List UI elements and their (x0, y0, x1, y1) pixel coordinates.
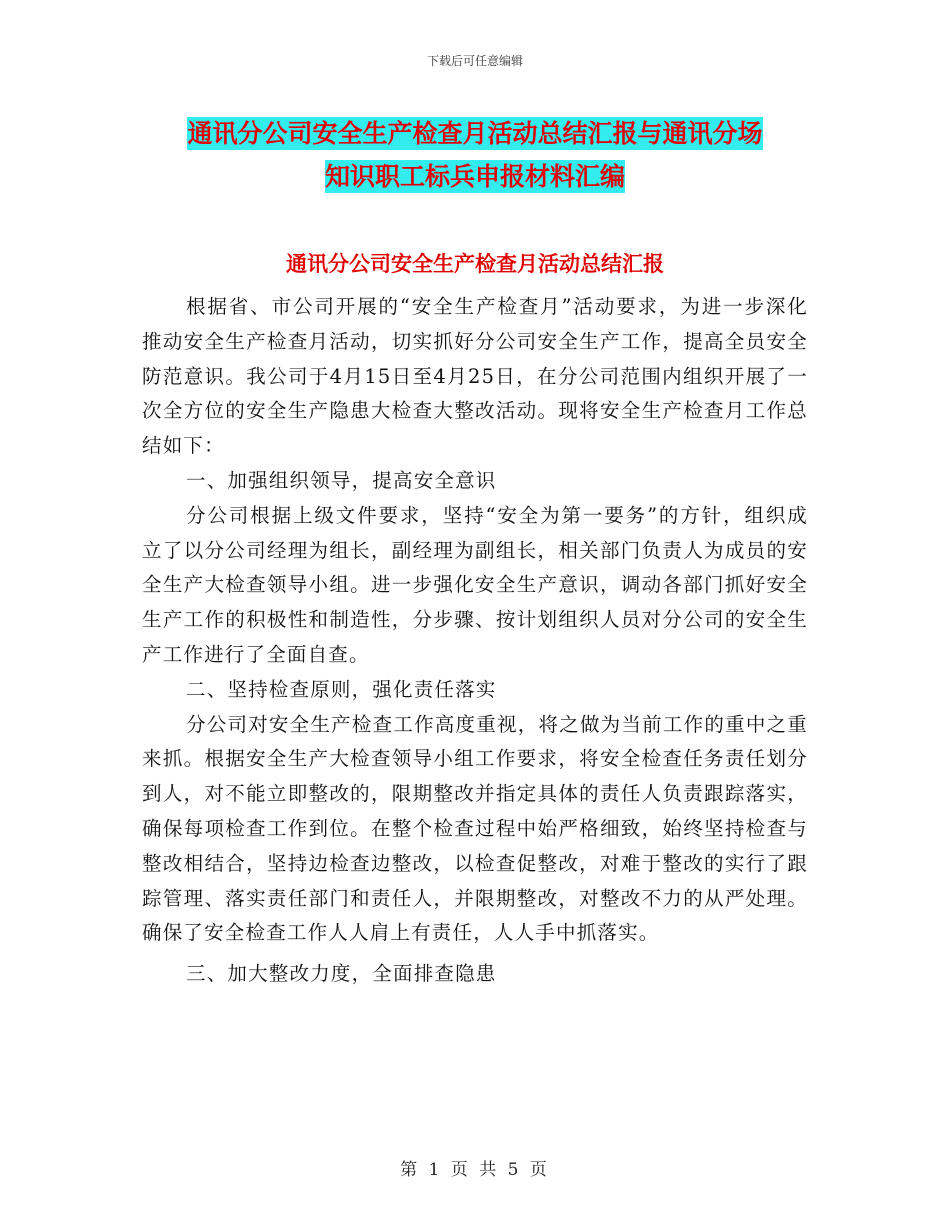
paragraph-intro: 根据省、市公司开展的“安全生产检查月”活动要求，为进一步深化推动安全生产检查月活动，切实抓好分公司安全生产工作，提高全员安全防范意识。我公司于4月15日至4月25日，在分公司范围内组织开展了一次全方位的安全生产隐患大检查大整改活动。现将安全生产检查月工作总结如下： (142, 295, 808, 458)
document-body (142, 290, 808, 992)
header-note: 下载后可任意编辑 (426, 54, 523, 68)
subheading-2: 二、坚持检查原则，强化责任落实 (186, 677, 497, 701)
document-title-line-1 (140, 114, 810, 150)
document-title-line-2 (140, 157, 810, 193)
subheading-3: 三、加大整改力度，全面排查隐患 (186, 962, 497, 986)
subheading-1: 一、加强组织领导，提高安全意识 (186, 468, 497, 492)
title-line-2-text: 知识职工标兵申报材料汇编 (324, 162, 625, 191)
page-footer: 第 1 页 共 5 页 (400, 1160, 550, 1180)
section-heading: 通讯分公司安全生产检查月活动总结汇报 (286, 252, 664, 276)
title-line-1-text: 通讯分公司安全生产检查月活动总结汇报与通讯分场 (187, 119, 763, 148)
paragraph-responsibility: 分公司对安全生产检查工作高度重视，将之做为当前工作的重中之重来抓。根据安全生产大检查领导小组工作要求，将安全检查任务责任划分到人，对不能立即整改的，限期整改并指定具体的责任人负责跟踪落实，确保每项检查工作到位。在整个检查过程中始严格细致，始终坚持检查与整改相结合，坚持边检查边整改，以检查促整改，对难于整改的实行了跟踪管理、落实责任部门和责任人，并限期整改，对整改不力的从严处理。确保了安全检查工作人人肩上有责任，人人手中抓落实。 (142, 712, 808, 945)
paragraph-organization: 分公司根据上级文件要求，坚持“安全为第一要务”的方针，组织成立了以分公司经理为组长，副经理为副组长，相关部门负责人为成员的安全生产大检查领导小组。进一步强化安全生产意识，调动各部门抓好安全生产工作的积极性和制造性，分步骤、按计划组织人员对分公司的安全生产工作进行了全面自查。 (142, 503, 808, 666)
